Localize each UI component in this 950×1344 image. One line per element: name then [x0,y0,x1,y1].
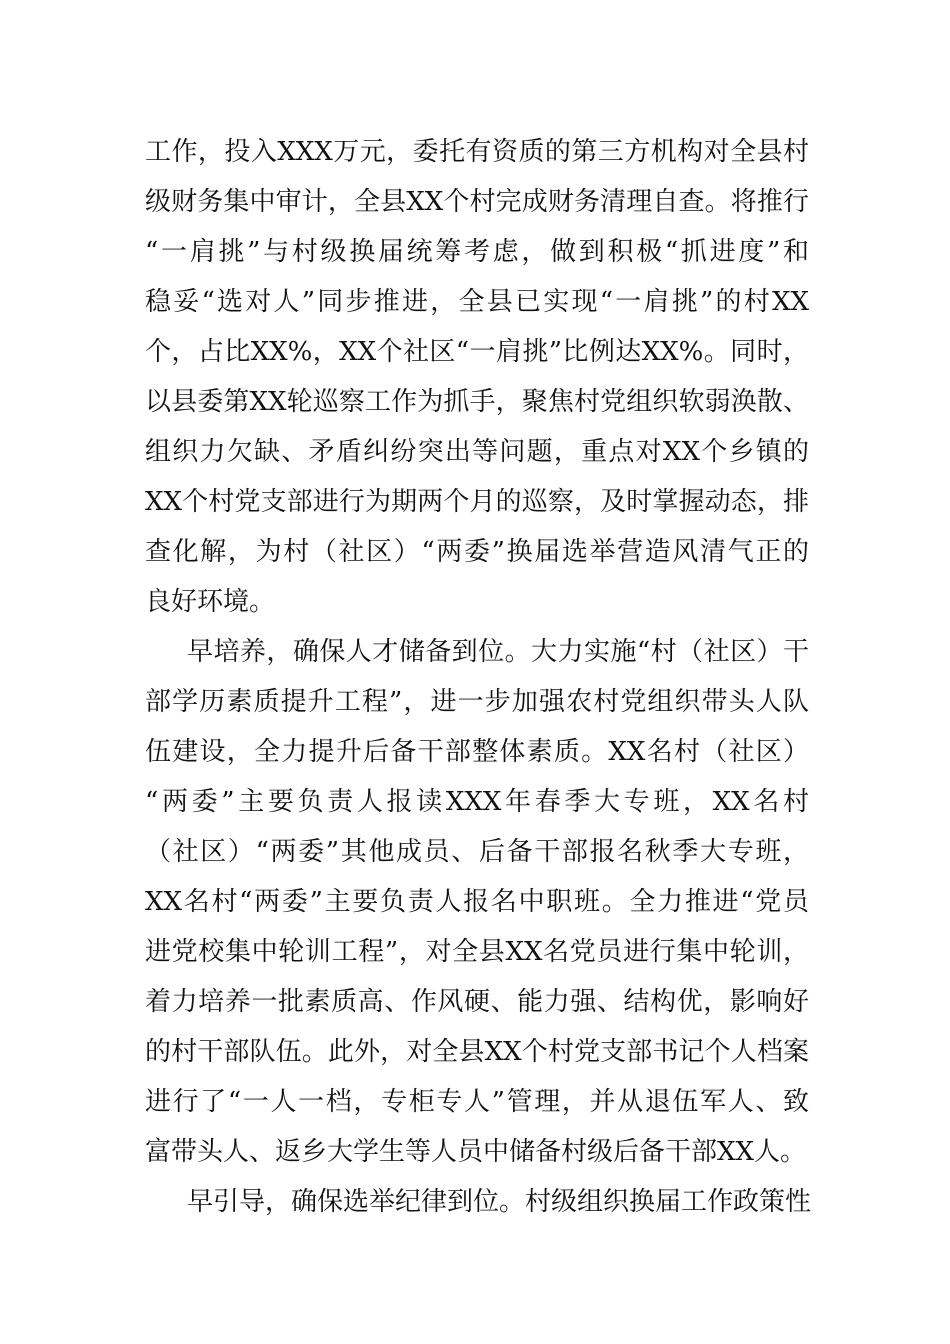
text-line: XX名村“两委”主要负责人报名中职班。全力推进“党员 [145,887,809,917]
text-line: “一肩挑”与村级换届统筹考虑，做到积极“抓进度”和 [145,237,809,267]
text-line: 富带头人、返乡大学生等人员中储备村级后备干部XX人。 [145,1137,807,1167]
text-line: XX个村党支部进行为期两个月的巡察，及时掌握动态，排 [145,487,809,517]
text-line: 个，占比XX%，XX个社区“一肩挑”比例达XX%。同时， [145,337,809,367]
text-line: 早引导，确保选举纪律到位。村级组织换届工作政策性 [187,1187,812,1217]
text-line: 良好环境。 [145,587,276,617]
text-line: 稳妥“选对人”同步推进，全县已实现“一肩挑”的村XX [145,287,809,317]
text-line: 组织力欠缺、矛盾纠纷突出等问题，重点对XX个乡镇的 [145,437,809,467]
paragraph [145,127,809,627]
paragraph [145,1177,812,1227]
text-line: 工作，投入XXX万元，委托有资质的第三方机构对全县村 [145,137,809,167]
text-line: 级财务集中审计，全县XX个村完成财务清理自查。将推行 [145,187,809,217]
text-line: 进党校集中轮训工程”，对全县XX名党员进行集中轮训， [145,937,809,967]
text-line: 进行了“一人一档，专柜专人”管理，并从退伍军人、致 [145,1087,809,1117]
text-line: 以县委第XX轮巡察工作为抓手，聚焦村党组织软弱涣散、 [145,387,809,417]
document-body [145,127,812,1227]
paragraph [145,627,809,1177]
text-line: 查化解，为村（社区）“两委”换届选举营造风清气正的 [145,537,809,567]
text-line: 着力培养一批素质高、作风硬、能力强、结构优，影响好 [145,987,809,1017]
text-line: 伍建设，全力提升后备干部整体素质。XX名村（社区） [145,737,809,767]
text-line: 部学历素质提升工程”，进一步加强农村党组织带头人队 [145,687,809,717]
text-line: 的村干部队伍。此外，对全县XX个村党支部书记个人档案 [145,1037,809,1067]
text-line: “两委”主要负责人报读XXX年春季大专班，XX名村 [145,787,809,817]
text-line: （社区）“两委”其他成员、后备干部报名秋季大专班， [145,837,809,867]
text-line: 早培养，确保人才储备到位。大力实施“村（社区）干 [187,637,809,667]
